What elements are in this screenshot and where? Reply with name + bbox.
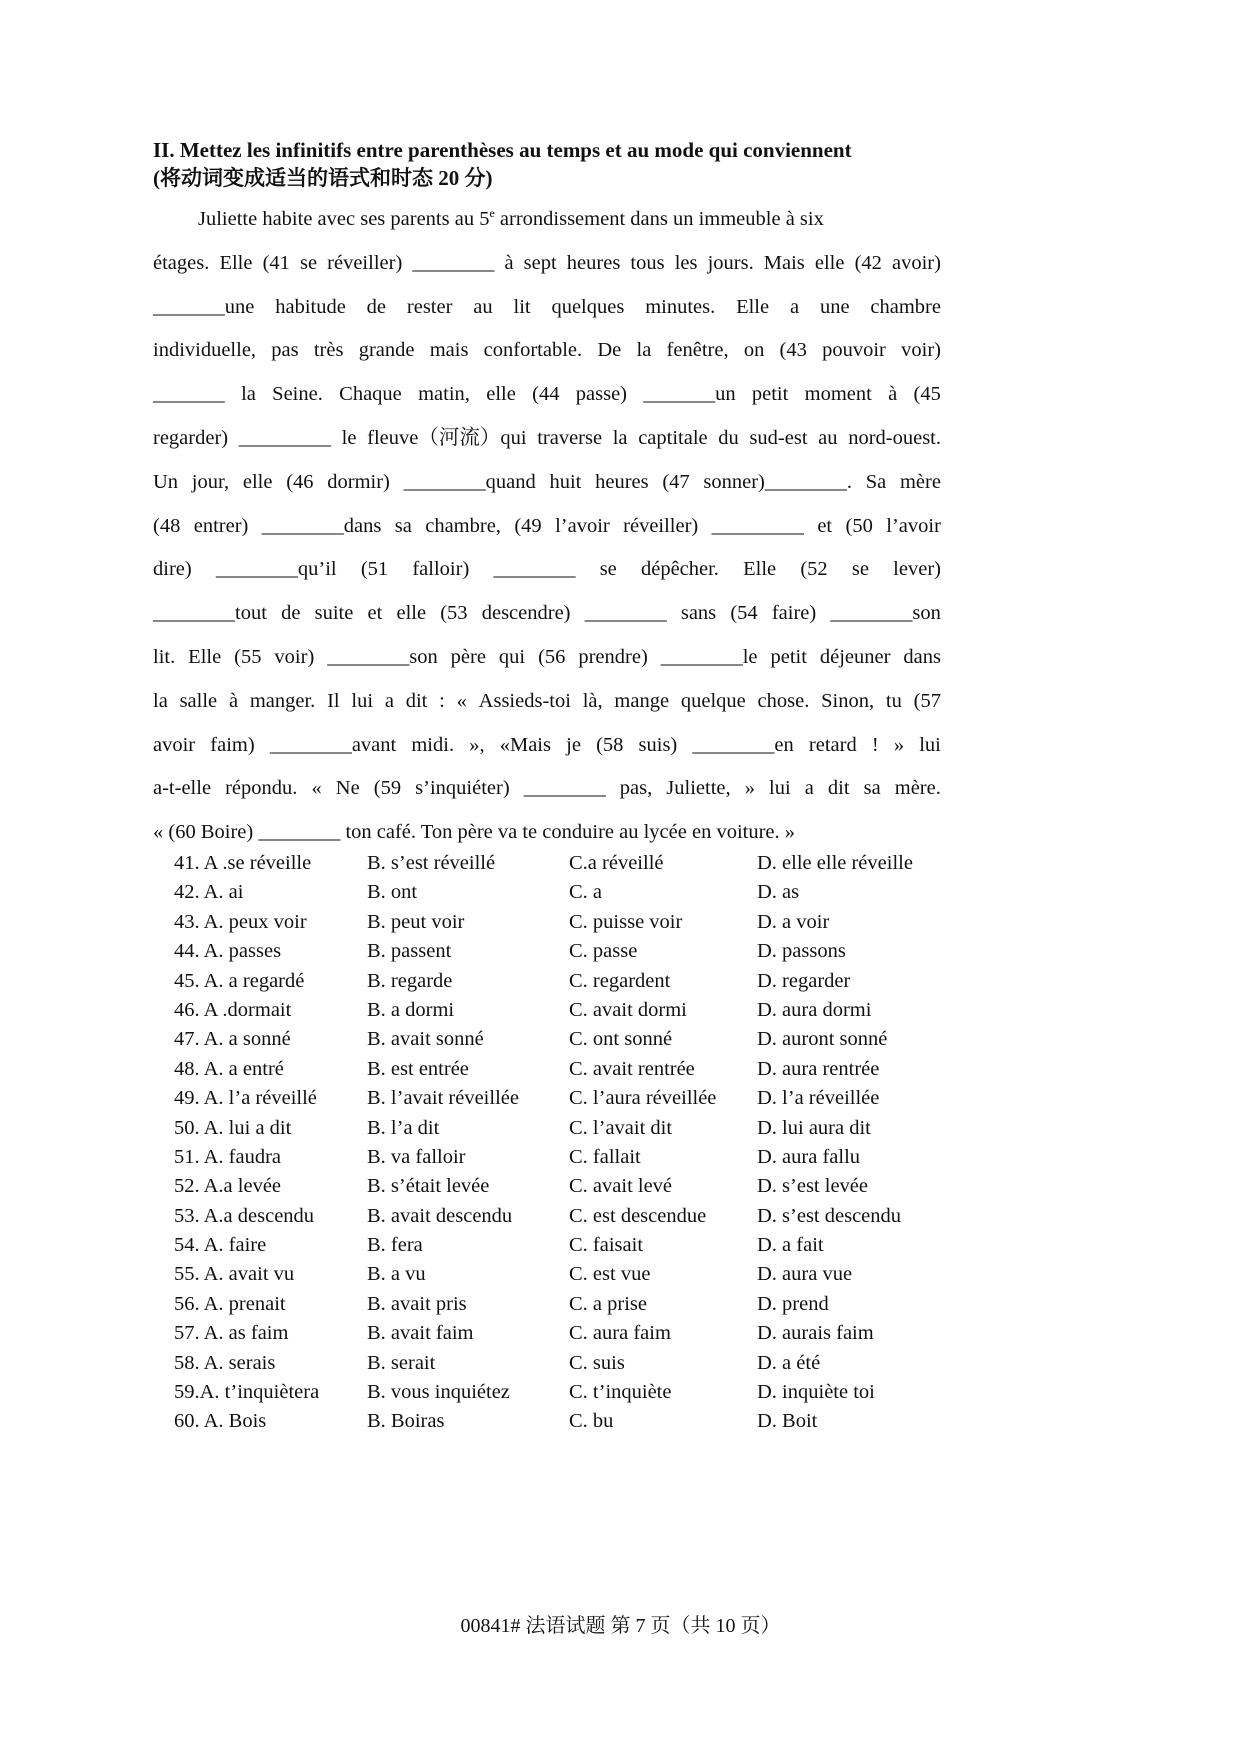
passage-word: mange	[614, 689, 670, 712]
passage-word: (45	[913, 383, 941, 406]
option-d: D. Boit	[757, 1410, 818, 1433]
option-d: D. a été	[757, 1351, 821, 1374]
option-a: 42. A. ai	[174, 881, 244, 904]
passage-word: (53	[440, 602, 468, 625]
answer-options	[174, 849, 974, 1437]
option-d: D. auront sonné	[757, 1028, 888, 1051]
passage-word: captitale	[638, 426, 708, 449]
option-c: C. l’avait dit	[569, 1116, 673, 1139]
passage-word: nord-ouest.	[848, 426, 941, 449]
option-b: B. fera	[367, 1234, 423, 1257]
passage-word: le	[341, 426, 357, 449]
option-d: D. s’est levée	[757, 1175, 868, 1198]
option-a: 58. A. serais	[174, 1351, 276, 1374]
passage-word: manger.	[249, 689, 316, 712]
option-row	[174, 1055, 974, 1084]
option-row	[174, 996, 974, 1025]
passage-word: Un	[153, 470, 179, 493]
passage-word: petit	[770, 645, 807, 668]
option-c: C.a réveillé	[569, 852, 664, 874]
option-row	[174, 967, 974, 996]
passage-word: lit.	[153, 645, 176, 668]
option-row	[174, 1407, 974, 1436]
passage-line	[153, 680, 941, 724]
passage-word: heures	[595, 470, 649, 493]
option-c: C. avait rentrée	[569, 1057, 695, 1080]
option-b: B. l’a dit	[367, 1116, 440, 1139]
option-d: D. as	[757, 881, 800, 904]
passage-word: sud-est	[749, 426, 808, 449]
passage-word: tous	[630, 251, 665, 274]
section-heading-french: II. Mettez les infinitifs entre parenthèses au temps et au mode qui conviennent	[153, 138, 852, 162]
passage-word: Sa	[865, 470, 887, 493]
passage-word: Elle	[219, 251, 253, 274]
option-c: C. l’aura réveillée	[569, 1087, 717, 1110]
passage-word: :	[439, 689, 445, 712]
passage-word: la	[612, 426, 628, 449]
passage-word: salle	[179, 689, 218, 712]
option-a: 52. A.a levée	[174, 1175, 282, 1198]
passage-word: dépêcher.	[640, 558, 719, 581]
option-a: 50. A. lui a dit	[174, 1116, 292, 1139]
passage-word: et	[367, 602, 383, 625]
passage-word: sa	[394, 514, 412, 537]
passage-word: une	[819, 295, 850, 318]
passage-word: lit	[513, 295, 531, 318]
option-row	[174, 1378, 974, 1407]
passage-word: tu	[885, 689, 902, 712]
passage-word: de	[366, 295, 387, 318]
passage-line	[153, 767, 941, 811]
option-a: 59.A. t’inquiètera	[174, 1381, 320, 1404]
passage-word: fenêtre,	[666, 339, 729, 362]
passage-line	[153, 286, 941, 330]
passage-word: rester	[406, 295, 453, 318]
passage-word: ________le	[660, 645, 758, 668]
passage-word: (48	[153, 514, 181, 537]
option-c: C. fallait	[569, 1145, 641, 1168]
passage-word: (41	[262, 251, 290, 274]
option-d: D. a fait	[757, 1234, 824, 1257]
passage-word: l’avoir	[555, 514, 610, 537]
option-b: B. vous inquiétez	[367, 1381, 510, 1404]
passage-word: «	[456, 689, 467, 712]
option-b: B. regarde	[367, 969, 453, 992]
option-c: C. a prise	[569, 1292, 647, 1315]
passage-word: jour,	[191, 470, 230, 493]
option-b: B. passent	[367, 940, 452, 963]
option-b: B. s’est réveillé	[367, 852, 496, 874]
option-c: C. faisait	[569, 1234, 644, 1257]
passage-word: ________qu’il	[215, 558, 337, 581]
passage-word: la	[241, 383, 256, 406]
passage-word: (51	[360, 558, 389, 581]
passage-word: _________	[711, 514, 804, 537]
option-b: B. avait pris	[367, 1292, 467, 1315]
passage-word: se	[299, 251, 318, 274]
passage-word: ________	[523, 777, 606, 800]
passage-line	[153, 417, 941, 461]
option-b: B. a dormi	[367, 998, 455, 1021]
option-c: C. a	[569, 881, 603, 904]
passage-word: _______une	[153, 295, 255, 318]
option-row	[174, 1319, 974, 1348]
passage-word: _______	[153, 383, 225, 406]
passage-word: dormir)	[327, 470, 390, 493]
passage-word: (57	[913, 689, 941, 712]
option-c: C. avait levé	[569, 1175, 673, 1198]
passage-word: dit	[827, 777, 850, 800]
passage-word: retard	[808, 733, 857, 756]
option-a: 45. A. a regardé	[174, 969, 305, 992]
passage-word: individuelle,	[153, 339, 257, 362]
option-a: 54. A. faire	[174, 1234, 267, 1257]
option-b: B. avait sonné	[367, 1028, 484, 1051]
passage-word: (58	[596, 733, 624, 756]
passage-word: ________avant	[269, 733, 397, 756]
option-d: D. passons	[757, 940, 846, 963]
option-b: B. avait faim	[367, 1322, 474, 1345]
passage-word: (44	[532, 383, 560, 406]
passage-word: »	[893, 733, 905, 756]
passage-word: à	[888, 383, 898, 406]
passage-word: ________en	[692, 733, 794, 756]
passage-line	[153, 198, 941, 242]
option-b: B. serait	[367, 1351, 436, 1374]
passage-word: Elle	[743, 558, 777, 581]
passage-word: Chaque	[339, 383, 402, 406]
passage-word: réveiller)	[623, 514, 699, 537]
passage-word: dans	[903, 645, 941, 668]
section-heading-chinese: (将动词变成适当的语式和时态 20 分)	[153, 166, 493, 190]
option-d: D. aura fallu	[757, 1145, 861, 1168]
passage-line-text: Juliette habite avec ses parents au 5e arrondissement dans un immeuble à six	[198, 206, 824, 230]
passage-word: «	[311, 777, 322, 800]
passage-word: (47	[662, 470, 690, 493]
passage-word: matin,	[418, 383, 470, 406]
option-row	[174, 937, 974, 966]
passage-word: ________	[412, 251, 495, 274]
passage-word: huit	[549, 470, 582, 493]
option-c: C. t’inquiète	[569, 1381, 672, 1404]
passage-word: pouvoir	[822, 339, 886, 362]
passage-word: ________	[493, 558, 576, 581]
option-a: 60. A. Bois	[174, 1410, 267, 1433]
passage-line	[153, 548, 941, 592]
passage-word: elle	[814, 251, 845, 274]
option-c: C. puisse voir	[569, 910, 683, 933]
passage-word: père	[450, 645, 486, 668]
section-heading	[153, 136, 953, 192]
passage-word: petit	[751, 383, 789, 406]
passage-word: midi.	[411, 733, 455, 756]
passage-word: Juliette,	[666, 777, 731, 800]
passage-word: s’inquiéter)	[415, 777, 510, 800]
option-b: B. est entrée	[367, 1057, 469, 1080]
option-row	[174, 1084, 974, 1113]
passage-word: déjeuner	[819, 645, 891, 668]
passage-word: chambre,	[425, 514, 501, 537]
option-d: D. regarder	[757, 969, 851, 992]
passage-word: a-t-elle	[153, 777, 212, 800]
passage-word: mère.	[894, 777, 941, 800]
passage-word: réveiller)	[327, 251, 403, 274]
cloze-passage	[153, 198, 941, 855]
option-b: B. Boiras	[367, 1410, 445, 1433]
passage-word: (42	[854, 251, 882, 274]
option-c: C. ont sonné	[569, 1028, 673, 1051]
passage-word: au	[473, 295, 493, 318]
passage-word: De	[597, 339, 622, 362]
passage-word: jours.	[707, 251, 754, 274]
passage-word: entrer)	[193, 514, 249, 537]
option-a: 44. A. passes	[174, 940, 282, 963]
passage-line	[153, 373, 941, 417]
option-a: 53. A.a descendu	[174, 1204, 315, 1227]
option-row	[174, 878, 974, 907]
passage-word: mère	[899, 470, 941, 493]
passage-word: dire)	[153, 558, 192, 581]
passage-word: (49	[514, 514, 542, 537]
passage-word: avoir)	[891, 251, 941, 274]
option-a: 56. A. prenait	[174, 1292, 286, 1315]
passage-word: faire)	[771, 602, 817, 625]
passage-word: de	[281, 602, 301, 625]
option-b: B. peut voir	[367, 910, 465, 933]
passage-line	[153, 461, 941, 505]
passage-word: elle	[242, 470, 273, 493]
passage-word: (59	[373, 777, 402, 800]
passage-word: lever)	[893, 558, 941, 581]
passage-word: Mais	[763, 251, 805, 274]
passage-word: sept	[523, 251, 557, 274]
option-row	[174, 1260, 974, 1289]
passage-line	[153, 636, 941, 680]
passage-word: sans	[680, 602, 717, 625]
passage-word: chambre	[870, 295, 941, 318]
option-b: B. l’avait réveillée	[367, 1087, 519, 1110]
passage-word: sonner)________.	[703, 470, 853, 493]
option-row	[174, 1202, 974, 1231]
passage-word: habitude	[275, 295, 346, 318]
passage-word: quelque	[680, 689, 746, 712]
option-a: 47. A. a sonné	[174, 1028, 291, 1051]
passage-word: a	[384, 689, 394, 712]
option-b: B. s’était levée	[367, 1175, 490, 1198]
option-b: B. avait descendu	[367, 1204, 513, 1227]
option-d: D. elle elle réveille	[757, 852, 913, 874]
passage-word: étages.	[153, 251, 210, 274]
passage-word: (52	[800, 558, 828, 581]
passage-line	[153, 505, 941, 549]
option-row	[174, 1172, 974, 1201]
option-c: C. suis	[569, 1351, 625, 1374]
option-c: C. regardent	[569, 969, 671, 992]
passage-line	[153, 329, 941, 373]
option-d: D. l’a réveillée	[757, 1087, 880, 1110]
option-c: C. aura faim	[569, 1322, 671, 1345]
passage-word: traverse	[537, 426, 603, 449]
passage-word: ________	[584, 602, 667, 625]
option-a: 48. A. a entré	[174, 1057, 284, 1080]
passage-word: lui	[919, 733, 941, 756]
option-d: D. s’est descendu	[757, 1204, 902, 1227]
option-c: C. est vue	[569, 1263, 651, 1286]
passage-word: suis)	[638, 733, 678, 756]
passage-word: heures	[566, 251, 621, 274]
page-footer: 00841# 法语试题 第 7 页（共 10 页）	[460, 1615, 781, 1637]
option-row	[174, 849, 974, 878]
option-row	[174, 1290, 974, 1319]
option-b: B. ont	[367, 881, 418, 904]
passage-word: _________	[238, 426, 332, 449]
passage-word: Sinon,	[821, 689, 875, 712]
passage-word: très	[313, 339, 344, 362]
option-row	[174, 1025, 974, 1054]
passage-word: Il	[327, 689, 340, 712]
passage-word: (54	[730, 602, 758, 625]
passage-word: !	[871, 733, 879, 756]
option-a: 46. A .dormait	[174, 998, 292, 1021]
passage-word: ________son	[830, 602, 941, 625]
passage-word: mais	[429, 339, 469, 362]
passage-word: moment	[804, 383, 872, 406]
passage-word: »,	[469, 733, 485, 756]
passage-word: lui	[769, 777, 791, 800]
passage-word: je	[566, 733, 581, 756]
passage-word: a	[804, 777, 814, 800]
passage-word: ________tout	[153, 602, 267, 625]
passage-word: se	[851, 558, 869, 581]
passage-word: pas,	[619, 777, 653, 800]
option-c: C. passe	[569, 940, 638, 963]
passage-word: regarder)	[153, 426, 229, 449]
passage-word: là,	[582, 689, 603, 712]
passage-word: descendre)	[481, 602, 571, 625]
passage-word: la	[153, 689, 168, 712]
passage-word: et	[817, 514, 833, 537]
option-c: C. bu	[569, 1410, 614, 1433]
option-a: 41. A .se réveille	[174, 852, 312, 874]
option-row	[174, 908, 974, 937]
passage-word: (56	[538, 645, 566, 668]
passage-word: «Mais	[499, 733, 551, 756]
passage-word: avoir	[153, 733, 196, 756]
option-a: 51. A. faudra	[174, 1145, 282, 1168]
passage-word: minutes.	[645, 295, 716, 318]
passage-word: suite	[314, 602, 354, 625]
passage-word: voir)	[274, 645, 315, 668]
option-a: 57. A. as faim	[174, 1322, 289, 1345]
option-d: D. lui aura dit	[757, 1116, 871, 1139]
option-a: 43. A. peux voir	[174, 910, 307, 933]
option-c: C. est descendue	[569, 1204, 707, 1227]
passage-word: grande	[358, 339, 415, 362]
passage-line	[153, 242, 941, 286]
option-c: C. avait dormi	[569, 998, 687, 1021]
option-d: D. a voir	[757, 910, 830, 933]
passage-word: faim)	[210, 733, 255, 756]
passage-word: à	[228, 689, 239, 712]
passage-word: passe)	[575, 383, 627, 406]
passage-word: Ne	[335, 777, 360, 800]
passage-word: sa	[863, 777, 881, 800]
option-a: 49. A. l’a réveillé	[174, 1087, 317, 1110]
passage-word: prendre)	[578, 645, 648, 668]
passage-word: (50	[845, 514, 873, 537]
passage-word: confortable.	[483, 339, 583, 362]
passage-word: a	[789, 295, 800, 318]
passage-word: ________dans	[261, 514, 382, 537]
passage-word: quelques	[551, 295, 625, 318]
passage-line	[153, 724, 941, 768]
option-d: D. inquiète toi	[757, 1381, 875, 1404]
option-row	[174, 1231, 974, 1260]
passage-word: voir)	[901, 339, 941, 362]
passage-word: dit	[405, 689, 428, 712]
passage-word: Elle	[188, 645, 222, 668]
passage-word: Seine.	[272, 383, 323, 406]
option-a: 55. A. avait vu	[174, 1263, 295, 1286]
option-d: D. aura rentrée	[757, 1057, 880, 1080]
option-row	[174, 1349, 974, 1378]
passage-word: au	[818, 426, 838, 449]
passage-word: »	[744, 777, 755, 800]
passage-word: l’avoir	[886, 514, 941, 537]
option-d: D. aurais faim	[757, 1322, 874, 1345]
passage-word: la	[636, 339, 652, 362]
passage-word: on	[743, 339, 765, 362]
passage-word: chose.	[757, 689, 810, 712]
passage-word: du	[718, 426, 739, 449]
passage-word: Assieds-toi	[478, 689, 571, 712]
passage-line-text: « (60 Boire) ________ ton café. Ton père va te conduire au lycée en voiture. »	[153, 821, 796, 844]
passage-word: les	[674, 251, 698, 274]
option-b: B. a vu	[367, 1263, 426, 1286]
passage-word: répondu.	[225, 777, 298, 800]
passage-word: à	[504, 251, 514, 274]
passage-word: ________son	[327, 645, 438, 668]
option-row	[174, 1114, 974, 1143]
option-d: D. aura vue	[757, 1263, 853, 1286]
option-b: B. va falloir	[367, 1145, 466, 1168]
passage-word: (46	[286, 470, 314, 493]
option-row	[174, 1143, 974, 1172]
passage-word: _______un	[643, 383, 736, 406]
passage-word: (55	[234, 645, 262, 668]
passage-word: lui	[351, 689, 374, 712]
passage-word: elle	[396, 602, 427, 625]
passage-word: pas	[271, 339, 299, 362]
option-d: D. aura dormi	[757, 998, 872, 1021]
passage-word: (43	[779, 339, 807, 362]
option-d: D. prend	[757, 1292, 829, 1315]
passage-line	[153, 592, 941, 636]
passage-word: ________quand	[403, 470, 536, 493]
passage-word: Elle	[736, 295, 770, 318]
passage-word: falloir)	[412, 558, 470, 581]
passage-word: se	[599, 558, 617, 581]
passage-word: fleuve（河流）qui	[367, 426, 527, 449]
passage-word: elle	[486, 383, 516, 406]
passage-word: qui	[498, 645, 526, 668]
